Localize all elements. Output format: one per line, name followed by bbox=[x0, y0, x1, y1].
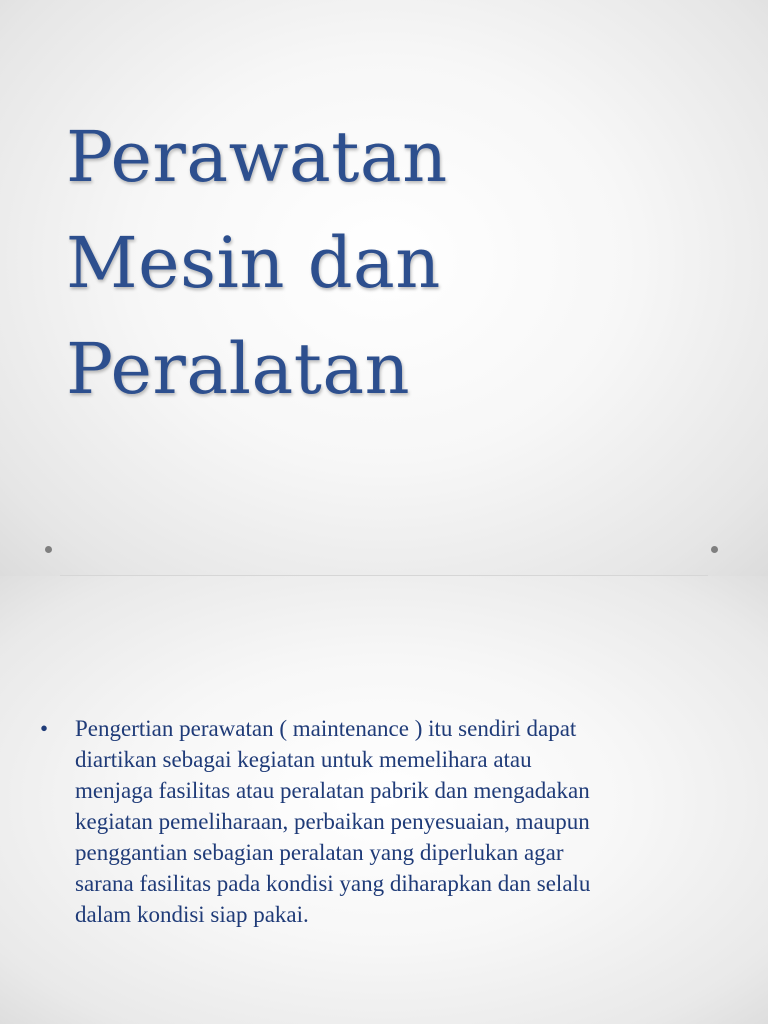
bullet-marker: • bbox=[40, 716, 49, 741]
bullet-line: diartikan sebagai kegiatan untuk memelihara atau bbox=[75, 747, 532, 772]
bullet-line: sarana fasilitas pada kondisi yang diharapkan dan selalu bbox=[75, 871, 591, 896]
bullet-line: menjaga fasilitas atau peralatan pabrik dan mengadakan bbox=[75, 778, 590, 803]
title-line-1: Perawatan bbox=[66, 116, 448, 198]
bullet-line: penggantian sebagian peralatan yang diperlukan agar bbox=[75, 840, 564, 865]
title-line-3: Peralatan bbox=[66, 328, 411, 410]
bullet-line: Pengertian perawatan ( maintenance ) itu sendiri dapat bbox=[75, 716, 577, 741]
decorative-dot-right bbox=[711, 546, 718, 553]
slide-title bbox=[66, 104, 706, 422]
title-line-2: Mesin dan bbox=[66, 222, 441, 304]
list-item bbox=[40, 713, 740, 930]
decorative-dot-left bbox=[45, 546, 52, 553]
bullet-list bbox=[40, 713, 740, 930]
bullet-line: dalam kondisi siap pakai. bbox=[75, 902, 309, 927]
bullet-line: kegiatan pemeliharaan, perbaikan penyesuaian, maupun bbox=[75, 809, 590, 834]
bullet-text bbox=[75, 713, 740, 930]
